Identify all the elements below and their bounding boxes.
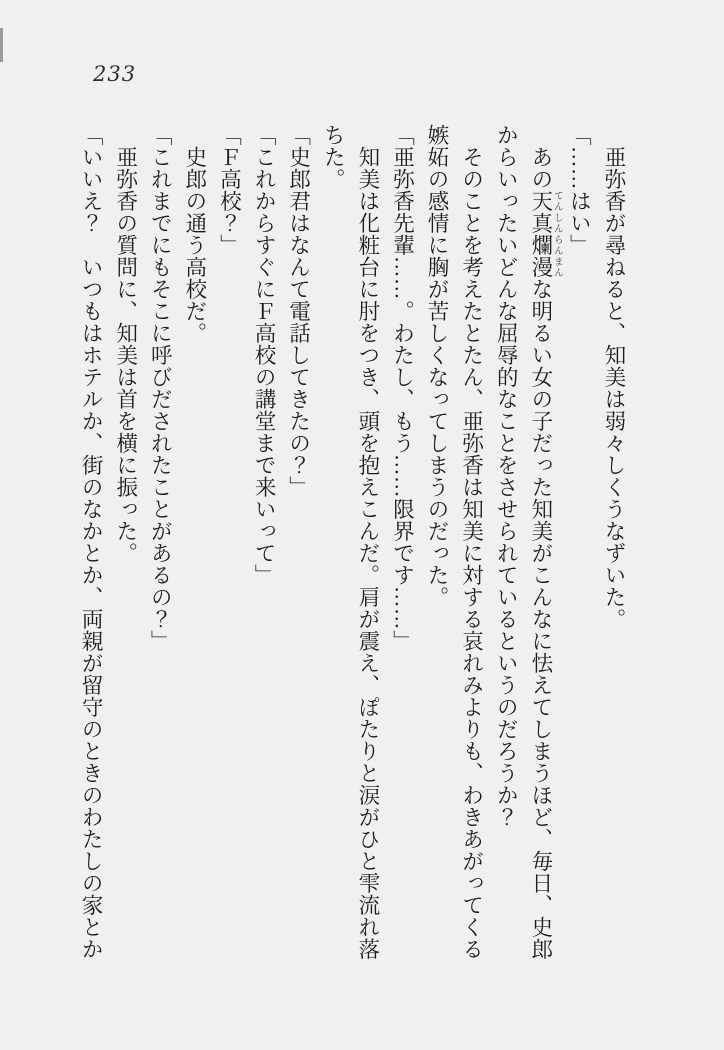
paragraph: 知美は化粧台に肘をつき、頭を抱えこんだ。肩が震え、ぽたりと涙がひと雫流れ落ちた。: [321, 124, 380, 960]
paragraph: 「いいえ？ いつもはホテルか、街のなかとか、両親が留守のときのわたしの家とか: [79, 124, 104, 960]
paragraph: 亜弥香の質問に、知美は首を横に振った。: [113, 146, 138, 564]
paragraph: 亜弥香が尋ねると、知美は弱々しくうなずいた。: [602, 146, 626, 630]
text-block: [78, 124, 631, 965]
paragraph: 「これまでにもそこに呼びだされたことがあるの？」: [148, 124, 173, 652]
scan-artifact: [0, 28, 3, 62]
paragraph: 「Ｆ高校？」: [217, 124, 242, 256]
paragraph: 「亜弥香先輩……。わたし、もう……限界です……」: [390, 124, 415, 652]
paragraph: あの天真爛漫 てんしんらんまんな明るい女の子だった知美がこんなに怯えてしまうほど、毎日、史郎からいったいどんな屈辱的なことをさせられているというのだろうか？: [494, 124, 562, 960]
page-number: 233: [93, 62, 137, 86]
furigana-annotated-word: 天真爛漫 てんしんらんまん: [528, 190, 562, 278]
paragraph: 「これからすぐにＦ高校の講堂まで来いって」: [252, 124, 277, 586]
paragraph: 史郎の通う高校だ。: [182, 146, 207, 344]
paragraph: そのことを考えたとたん、亜弥香は知美に対する哀れみよりも、わきあがってくる嫉妬の感情に胸が苦しくなってしまうのだった。: [425, 124, 484, 960]
paragraph: 「……はい」: [567, 124, 592, 256]
paragraph: 「史郎君はなんて電話してきたの？」: [286, 124, 311, 498]
